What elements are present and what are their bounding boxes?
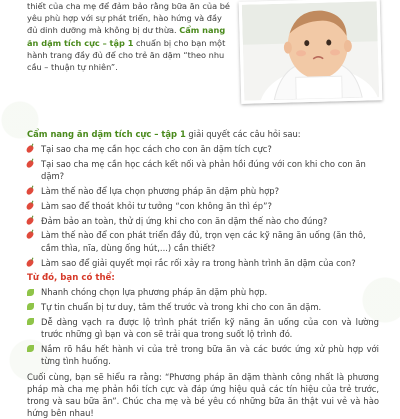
questions-list [27,143,379,269]
closing-paragraph: Cuối cùng, bạn sẽ hiểu ra rằng: “Phương pháp ăn dặm thành công nhất là phương pháp mà cha mẹ phản hồi tích cực và đáp ứng hiệu quả các tín hiệu của trẻ trước, trong và sau bữa ăn”. Chúc cha mẹ và bé yêu có những bữa ăn thật vui vẻ và hào hứng bên nhau! [27,371,379,419]
baby-photo [239,0,383,104]
baby-photo-illustration [242,1,379,101]
list-item: Làm thế nào để con phát triển đầy đủ, trọn vẹn các kỹ năng ăn uống (ăn thô, cầm thìa, nĩa, dùng ống hút,...) cần thiết? [27,229,379,254]
chili-bullet-icon [26,230,35,240]
list-item: Tại sao cha mẹ cần học cách cho con ăn dặm tích cực? [27,143,379,155]
questions-lead-text: giải quyết các câu hỏi sau: [185,129,301,139]
chili-bullet-icon [26,144,35,154]
results-list [27,286,379,368]
intro-paragraph [27,0,232,73]
main-content [27,128,379,419]
list-item: Đảm bảo an toàn, thử dị ứng khi cho con ăn dặm thế nào cho đúng? [27,215,379,227]
list-item: Nhanh chóng chọn lựa phương pháp ăn dặm phù hợp. [27,286,379,298]
list-item: Dễ dàng vạch ra được lộ trình phát triển kỹ năng ăn uống của con và lường trước những gì bạn và con sẽ trải qua trong suốt lộ trình đó. [27,316,379,341]
intro-book-title: Cẩm nang ăn dặm tích cực – tập 1 [27,25,226,48]
intro-text-after: chuẩn bị cho bạn một hành trang đầy đủ để cho trẻ ăn dặm “theo nhu cầu – thuận tự nhiên”. [27,37,226,73]
list-item: Tự tin chuẩn bị tư duy, tâm thế trước và trong khi cho con ăn dặm. [27,301,379,313]
questions-book-title: Cẩm nang ăn dặm tích cực – tập 1 [27,129,186,139]
leaf-bullet-icon [27,345,34,352]
list-item: Làm sao để giải quyết mọi rắc rối xảy ra trong hành trình ăn dặm của con? [27,257,379,269]
list-item: Nắm rõ hầu hết hành vi của trẻ trong bữa ăn và các bước ứng xử phù hợp với từng tình huống. [27,343,379,368]
list-item: Tại sao cha mẹ cần học cách kết nối và phản hồi đúng với con khi cho con ăn dặm? [27,158,379,183]
questions-lead [27,128,379,140]
leaf-bullet-icon [27,289,34,296]
leaf-bullet-icon [27,303,34,310]
chili-bullet-icon [26,201,35,211]
chili-bullet-icon [26,216,35,226]
intro-text-before: thiết của cha mẹ để đảm bảo rằng bữa ăn của bé yêu phù hợp với sự phát triển, hào hứng và đầy đủ dinh dưỡng mà không bị dư thừa. [27,1,230,36]
chili-bullet-icon [26,159,35,169]
leaf-bullet-icon [27,318,34,325]
list-item: Làm sao để thoát khỏi tư tưởng “con không ăn thì ép”? [27,200,379,212]
list-item: Làm thế nào để lựa chọn phương pháp ăn dặm phù hợp? [27,185,379,197]
chili-bullet-icon [26,186,35,196]
results-heading: Từ đó, bạn có thể: [27,273,115,283]
chili-bullet-icon [26,258,35,268]
